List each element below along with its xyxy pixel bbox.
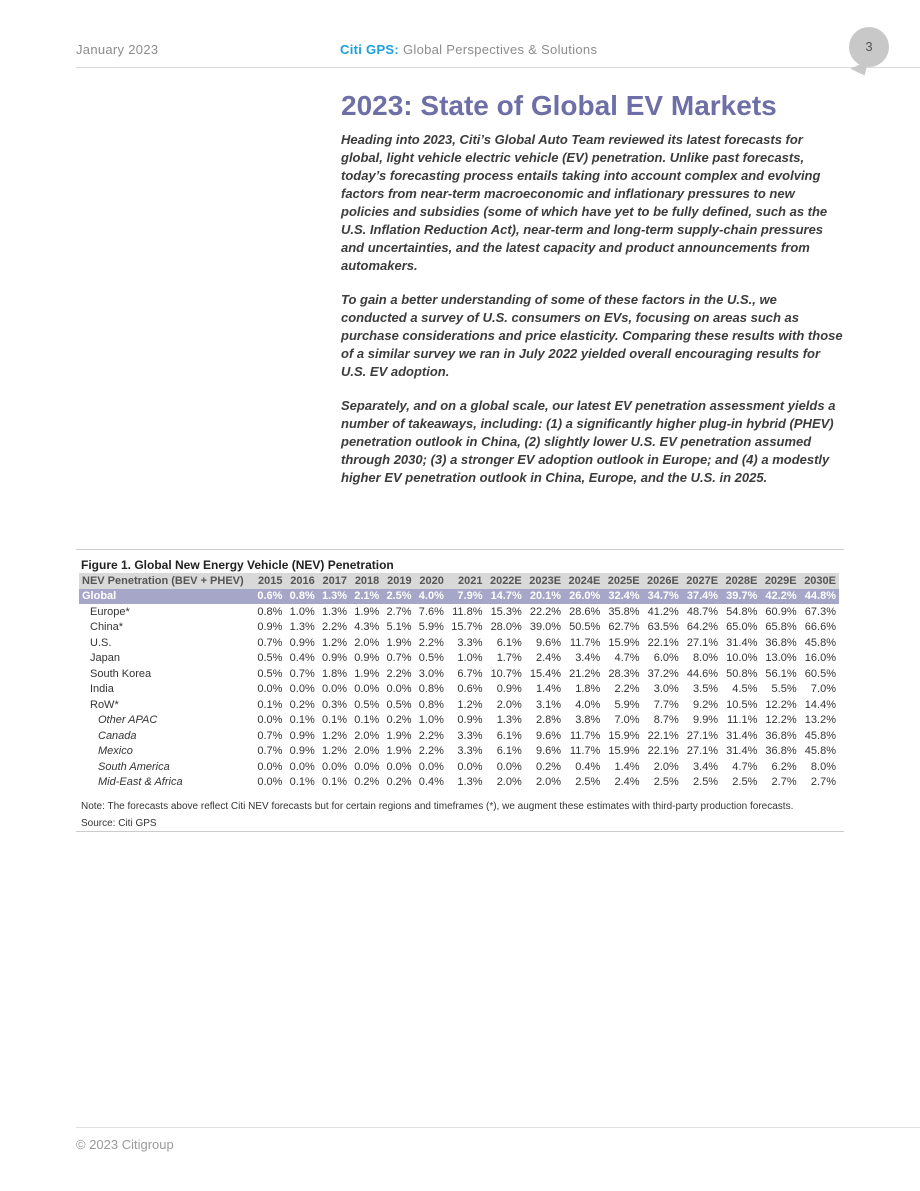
- table-cell: 0.0%: [496, 760, 522, 773]
- table-cell: 2.5%: [653, 776, 679, 789]
- table-cell: 0.1%: [289, 714, 315, 727]
- table-cell: 3.0%: [653, 683, 679, 696]
- column-header-year: 2030E: [800, 573, 839, 589]
- intro-text: [341, 131, 845, 503]
- table-cell: 0.9%: [257, 621, 283, 634]
- table-cell: 27.1%: [686, 729, 719, 742]
- table-row: [79, 759, 839, 775]
- table-cell: 4.3%: [354, 621, 380, 634]
- table-cell: 8.7%: [653, 714, 679, 727]
- table-cell: 6.7%: [457, 667, 483, 680]
- table-cell: 3.0%: [418, 667, 444, 680]
- table-cell: 2.8%: [535, 714, 562, 727]
- table-cell: 0.6%: [253, 589, 285, 605]
- table-cell: 0.0%: [257, 760, 283, 773]
- table-cell: 3.3%: [457, 729, 483, 742]
- column-header-label: NEV Penetration (BEV + PHEV): [79, 573, 253, 589]
- table-row: [79, 697, 839, 713]
- table-cell: 2.0%: [496, 698, 522, 711]
- table-cell: 67.3%: [804, 605, 836, 618]
- table-cell: 14.7%: [486, 589, 525, 605]
- table-cell: 1.3%: [457, 776, 483, 789]
- table-cell: 2.5%: [382, 589, 414, 605]
- table-cell: 0.2%: [289, 698, 315, 711]
- table-cell: 28.0%: [490, 621, 522, 634]
- row-label: Mid-East & Africa: [98, 776, 183, 789]
- table-cell: 35.8%: [608, 605, 640, 618]
- page-header: [76, 40, 920, 68]
- table-cell: 16.0%: [804, 652, 836, 665]
- table-cell: 2.0%: [354, 745, 380, 758]
- table-cell: 39.0%: [529, 621, 562, 634]
- table-cell: 6.1%: [496, 729, 522, 742]
- row-label: Mexico: [98, 745, 133, 758]
- nev-penetration-table: [79, 573, 839, 790]
- table-cell: 3.5%: [693, 683, 719, 696]
- table-cell: 4.0%: [575, 698, 601, 711]
- table-cell: 8.0%: [810, 760, 836, 773]
- table-cell: 3.4%: [575, 652, 601, 665]
- brand-tagline: Global Perspectives & Solutions: [402, 42, 598, 57]
- table-cell: 0.9%: [289, 729, 315, 742]
- table-cell: 11.7%: [569, 745, 601, 758]
- table-row: [79, 651, 839, 667]
- table-cell: 32.4%: [603, 589, 642, 605]
- table-cell: 45.8%: [804, 636, 836, 649]
- table-cell: 0.5%: [418, 652, 444, 665]
- table-cell: 60.5%: [804, 667, 836, 680]
- table-row: [79, 589, 839, 605]
- table-cell: 1.8%: [575, 683, 601, 696]
- table-cell: 0.4%: [289, 652, 315, 665]
- table-cell: 0.5%: [257, 652, 283, 665]
- row-label: Europe*: [90, 605, 130, 618]
- table-cell: 1.4%: [614, 760, 640, 773]
- column-header-year: 2026E: [643, 573, 682, 589]
- table-cell: 9.2%: [693, 698, 719, 711]
- table-cell: 63.5%: [647, 621, 679, 634]
- table-cell: 1.4%: [535, 683, 562, 696]
- table-cell: 10.0%: [726, 652, 758, 665]
- table-cell: 1.2%: [321, 745, 348, 758]
- publication-brand: [340, 42, 597, 57]
- header-divider: [76, 67, 920, 68]
- table-cell: 2.2%: [386, 667, 412, 680]
- table-cell: 2.0%: [354, 729, 380, 742]
- table-cell: 27.1%: [686, 636, 719, 649]
- table-cell: 15.9%: [608, 729, 640, 742]
- table-cell: 5.9%: [614, 698, 640, 711]
- table-cell: 2.2%: [614, 683, 640, 696]
- table-cell: 1.9%: [386, 745, 412, 758]
- table-cell: 1.9%: [386, 636, 412, 649]
- intro-paragraph-2: To gain a better understanding of some of these factors in the U.S., we conducted a survey of U.S. consumers on EVs, focusing on areas such as purchase considerations and price elasticity. Comparing these results with those of a similar survey we ran in July 2022 yielded overall encouraging results for U.S. EV adoption.: [341, 292, 843, 379]
- table-cell: 0.9%: [289, 636, 315, 649]
- table-cell: 2.7%: [386, 605, 412, 618]
- table-cell: 41.2%: [647, 605, 679, 618]
- table-cell: 2.4%: [614, 776, 640, 789]
- table-cell: 1.3%: [289, 621, 315, 634]
- brand-name: Citi GPS:: [340, 42, 400, 57]
- table-cell: 22.1%: [647, 745, 679, 758]
- table-cell: 0.4%: [575, 760, 601, 773]
- page-number-badge: 3: [849, 27, 889, 67]
- table-body: [79, 589, 839, 791]
- report-date: January 2023: [76, 42, 159, 57]
- table-cell: 6.1%: [496, 745, 522, 758]
- table-row: [79, 666, 839, 682]
- table-cell: 0.8%: [418, 698, 444, 711]
- table-header: [79, 573, 839, 589]
- table-cell: 2.2%: [321, 621, 348, 634]
- figure-top-divider: [76, 549, 844, 550]
- table-cell: 7.0%: [614, 714, 640, 727]
- table-cell: 44.6%: [686, 667, 719, 680]
- table-cell: 65.0%: [726, 621, 758, 634]
- table-cell: 11.7%: [569, 729, 601, 742]
- table-cell: 2.0%: [653, 760, 679, 773]
- column-header-year: 2024E: [564, 573, 603, 589]
- table-cell: 15.9%: [608, 636, 640, 649]
- table-cell: 0.0%: [386, 683, 412, 696]
- table-cell: 15.3%: [490, 605, 522, 618]
- table-row: [79, 713, 839, 729]
- table-cell: 0.2%: [354, 776, 380, 789]
- table-cell: 0.7%: [386, 652, 412, 665]
- table-cell: 2.5%: [575, 776, 601, 789]
- table-row: [79, 604, 839, 620]
- table-cell: 0.0%: [418, 760, 444, 773]
- row-label: South America: [98, 760, 170, 773]
- table-cell: 0.0%: [289, 760, 315, 773]
- table-cell: 39.7%: [721, 589, 760, 605]
- table-cell: 66.6%: [804, 621, 836, 634]
- table-cell: 1.3%: [321, 605, 348, 618]
- row-label: RoW*: [90, 698, 119, 711]
- table-cell: 0.0%: [321, 683, 348, 696]
- table-cell: 0.0%: [386, 760, 412, 773]
- table-cell: 0.6%: [457, 683, 483, 696]
- table-cell: 0.2%: [386, 776, 412, 789]
- row-label: India: [90, 683, 114, 696]
- table-cell: 2.2%: [418, 636, 444, 649]
- table-cell: 4.7%: [614, 652, 640, 665]
- column-header-year: 2022E: [486, 573, 525, 589]
- table-cell: 2.0%: [535, 776, 562, 789]
- table-cell: 0.4%: [418, 776, 444, 789]
- table-cell: 1.0%: [289, 605, 315, 618]
- table-cell: 4.0%: [415, 589, 447, 605]
- table-cell: 1.2%: [321, 729, 348, 742]
- table-row: [79, 728, 839, 744]
- table-row: [79, 775, 839, 791]
- table-cell: 48.7%: [686, 605, 719, 618]
- table-cell: 1.9%: [354, 667, 380, 680]
- column-header-year: 2017: [318, 573, 350, 589]
- table-cell: 0.5%: [386, 698, 412, 711]
- table-cell: 20.1%: [525, 589, 564, 605]
- table-cell: 0.8%: [418, 683, 444, 696]
- table-cell: 42.2%: [760, 589, 799, 605]
- table-cell: 8.0%: [693, 652, 719, 665]
- table-cell: 3.8%: [575, 714, 601, 727]
- table-cell: 2.1%: [350, 589, 382, 605]
- table-cell: 31.4%: [726, 745, 758, 758]
- table-cell: 0.0%: [457, 760, 483, 773]
- table-cell: 45.8%: [804, 745, 836, 758]
- table-cell: 21.2%: [569, 667, 601, 680]
- table-cell: 0.3%: [321, 698, 348, 711]
- row-label: U.S.: [90, 636, 112, 649]
- row-label: Canada: [98, 729, 137, 742]
- table-cell: 26.0%: [564, 589, 603, 605]
- table-cell: 1.3%: [496, 714, 522, 727]
- table-cell: 0.8%: [285, 589, 317, 605]
- table-cell: 0.0%: [257, 683, 283, 696]
- table-cell: 0.2%: [386, 714, 412, 727]
- table-cell: 15.4%: [529, 667, 562, 680]
- table-cell: 11.1%: [726, 714, 758, 727]
- row-label: China*: [90, 621, 124, 634]
- table-cell: 1.8%: [321, 667, 348, 680]
- table-cell: 2.4%: [535, 652, 562, 665]
- table-cell: 2.0%: [496, 776, 522, 789]
- table-cell: 7.6%: [418, 605, 444, 618]
- table-cell: 6.2%: [771, 760, 797, 773]
- table-cell: 0.0%: [257, 776, 283, 789]
- table-cell: 2.7%: [810, 776, 836, 789]
- column-header-year: 2016: [285, 573, 317, 589]
- table-cell: 2.7%: [771, 776, 797, 789]
- table-cell: 31.4%: [726, 636, 758, 649]
- table-cell: 10.5%: [726, 698, 758, 711]
- table-cell: 27.1%: [686, 745, 719, 758]
- table-row: [79, 744, 839, 760]
- table-cell: 9.6%: [535, 745, 562, 758]
- table-cell: 7.9%: [447, 589, 486, 605]
- table-cell: 5.5%: [771, 683, 797, 696]
- intro-paragraph-1: Heading into 2023, Citi’s Global Auto Team reviewed its latest forecasts for global, light vehicle electric vehicle (EV) penetration. Unlike past forecasts, today’s forecasting process entails taking into account complex and evolving factors from near-term macroeconomic and inflationary pressures to new policies and subsidies (some of which have yet to be fully defined, such as the U.S. Inflation Reduction Act), near-term and long-term supply-chain pressures and uncertainties, and the latest capacity and product announcements from automakers.: [341, 132, 828, 273]
- table-cell: 64.2%: [686, 621, 719, 634]
- table-cell: 2.0%: [354, 636, 380, 649]
- column-header-year: 2021: [447, 573, 486, 589]
- table-cell: 22.1%: [647, 636, 679, 649]
- table-cell: 1.2%: [321, 636, 348, 649]
- column-header-year: 2029E: [760, 573, 799, 589]
- column-header-year: 2015: [253, 573, 285, 589]
- table-cell: 1.0%: [457, 652, 483, 665]
- table-cell: 0.9%: [496, 683, 522, 696]
- table-row: [79, 682, 839, 698]
- table-cell: 56.1%: [765, 667, 797, 680]
- table-cell: 28.6%: [569, 605, 601, 618]
- page-title: 2023: State of Global EV Markets: [341, 90, 777, 121]
- table-cell: 1.2%: [457, 698, 483, 711]
- table-cell: 50.8%: [726, 667, 758, 680]
- table-row: [79, 635, 839, 651]
- table-cell: 36.8%: [765, 729, 797, 742]
- table-cell: 14.4%: [804, 698, 836, 711]
- table-cell: 0.1%: [321, 714, 348, 727]
- table-cell: 2.2%: [418, 729, 444, 742]
- figure-bottom-divider: [76, 831, 844, 832]
- table-cell: 10.7%: [490, 667, 522, 680]
- table-cell: 0.0%: [257, 714, 283, 727]
- table-cell: 0.1%: [257, 698, 283, 711]
- table-cell: 9.9%: [693, 714, 719, 727]
- table-cell: 11.7%: [569, 636, 601, 649]
- table-cell: 13.2%: [804, 714, 836, 727]
- table-cell: 1.0%: [418, 714, 444, 727]
- table-cell: 0.0%: [354, 683, 380, 696]
- table-cell: 22.2%: [529, 605, 562, 618]
- footer-divider: [76, 1127, 920, 1128]
- table-cell: 7.7%: [653, 698, 679, 711]
- table-cell: 22.1%: [647, 729, 679, 742]
- column-header-year: 2020: [415, 573, 447, 589]
- table-cell: 0.1%: [321, 776, 348, 789]
- table-cell: 0.0%: [289, 683, 315, 696]
- table-cell: 9.6%: [535, 729, 562, 742]
- table-cell: 4.7%: [732, 760, 758, 773]
- table-cell: 1.9%: [354, 605, 380, 618]
- table-cell: 0.7%: [257, 745, 283, 758]
- table-cell: 2.2%: [418, 745, 444, 758]
- table-cell: 12.2%: [765, 714, 797, 727]
- table-cell: 36.8%: [765, 745, 797, 758]
- table-cell: 12.2%: [765, 698, 797, 711]
- table-cell: 36.8%: [765, 636, 797, 649]
- table-cell: 0.9%: [289, 745, 315, 758]
- table-cell: 1.3%: [318, 589, 350, 605]
- figure-source: Source: Citi GPS: [81, 818, 157, 829]
- table-cell: 5.9%: [418, 621, 444, 634]
- table-cell: 0.5%: [257, 667, 283, 680]
- row-label: Japan: [90, 652, 120, 665]
- table-cell: 7.0%: [810, 683, 836, 696]
- column-header-year: 2027E: [682, 573, 721, 589]
- table-cell: 34.7%: [643, 589, 682, 605]
- table-cell: 28.3%: [608, 667, 640, 680]
- table-cell: 0.7%: [257, 636, 283, 649]
- table-cell: 3.3%: [457, 745, 483, 758]
- row-label: Global: [79, 589, 253, 605]
- table-cell: 50.5%: [569, 621, 601, 634]
- table-cell: 0.5%: [354, 698, 380, 711]
- table-cell: 1.9%: [386, 729, 412, 742]
- figure-note: Note: The forecasts above reflect Citi NEV forecasts but for certain regions and timeframes (*), we augment these estimates with third-party production forecasts.: [81, 801, 794, 812]
- table-cell: 2.5%: [732, 776, 758, 789]
- column-header-year: 2023E: [525, 573, 564, 589]
- column-header-year: 2025E: [603, 573, 642, 589]
- table-cell: 4.5%: [732, 683, 758, 696]
- table-cell: 45.8%: [804, 729, 836, 742]
- table-cell: 0.2%: [535, 760, 562, 773]
- table-cell: 65.8%: [765, 621, 797, 634]
- table-cell: 5.1%: [386, 621, 412, 634]
- table-cell: 13.0%: [765, 652, 797, 665]
- table-cell: 31.4%: [726, 729, 758, 742]
- table-cell: 60.9%: [765, 605, 797, 618]
- figure-title: Figure 1. Global New Energy Vehicle (NEV) Penetration: [81, 558, 394, 572]
- table-cell: 15.9%: [608, 745, 640, 758]
- table-cell: 0.9%: [457, 714, 483, 727]
- table-header-row: [79, 573, 839, 589]
- column-header-year: 2019: [382, 573, 414, 589]
- table-cell: 0.0%: [321, 760, 348, 773]
- table-cell: 15.7%: [451, 621, 483, 634]
- table-cell: 9.6%: [535, 636, 562, 649]
- table-cell: 54.8%: [726, 605, 758, 618]
- table-cell: 0.0%: [354, 760, 380, 773]
- table-row: [79, 620, 839, 636]
- row-label: Other APAC: [98, 714, 158, 727]
- table-cell: 0.1%: [354, 714, 380, 727]
- table-cell: 0.7%: [289, 667, 315, 680]
- table-cell: 3.3%: [457, 636, 483, 649]
- table-cell: 0.9%: [354, 652, 380, 665]
- row-label: South Korea: [90, 667, 152, 680]
- table-cell: 1.7%: [496, 652, 522, 665]
- intro-paragraph-3: Separately, and on a global scale, our latest EV penetration assessment yields a number of takeaways, including: (1) a significantly higher plug-in hybrid (PHEV) penetration outlook in China, (2) slightly lower U.S. EV penetration assumed through 2030; (3) a stronger EV adoption outlook in Europe; and (4) a modestly higher EV penetration outlook in China, Europe, and the U.S. in 2025.: [341, 398, 836, 485]
- table-cell: 37.4%: [682, 589, 721, 605]
- table-cell: 62.7%: [608, 621, 640, 634]
- table-cell: 2.5%: [693, 776, 719, 789]
- table-cell: 3.4%: [693, 760, 719, 773]
- table-cell: 0.1%: [289, 776, 315, 789]
- table-cell: 0.8%: [257, 605, 283, 618]
- copyright-notice: © 2023 Citigroup: [76, 1137, 174, 1152]
- column-header-year: 2028E: [721, 573, 760, 589]
- table-cell: 44.8%: [800, 589, 839, 605]
- table-cell: 37.2%: [647, 667, 679, 680]
- table-cell: 6.1%: [496, 636, 522, 649]
- table-cell: 3.1%: [535, 698, 562, 711]
- table-cell: 6.0%: [653, 652, 679, 665]
- column-header-year: 2018: [350, 573, 382, 589]
- table-cell: 0.9%: [321, 652, 348, 665]
- table-cell: 11.8%: [452, 605, 483, 618]
- table-cell: 0.7%: [257, 729, 283, 742]
